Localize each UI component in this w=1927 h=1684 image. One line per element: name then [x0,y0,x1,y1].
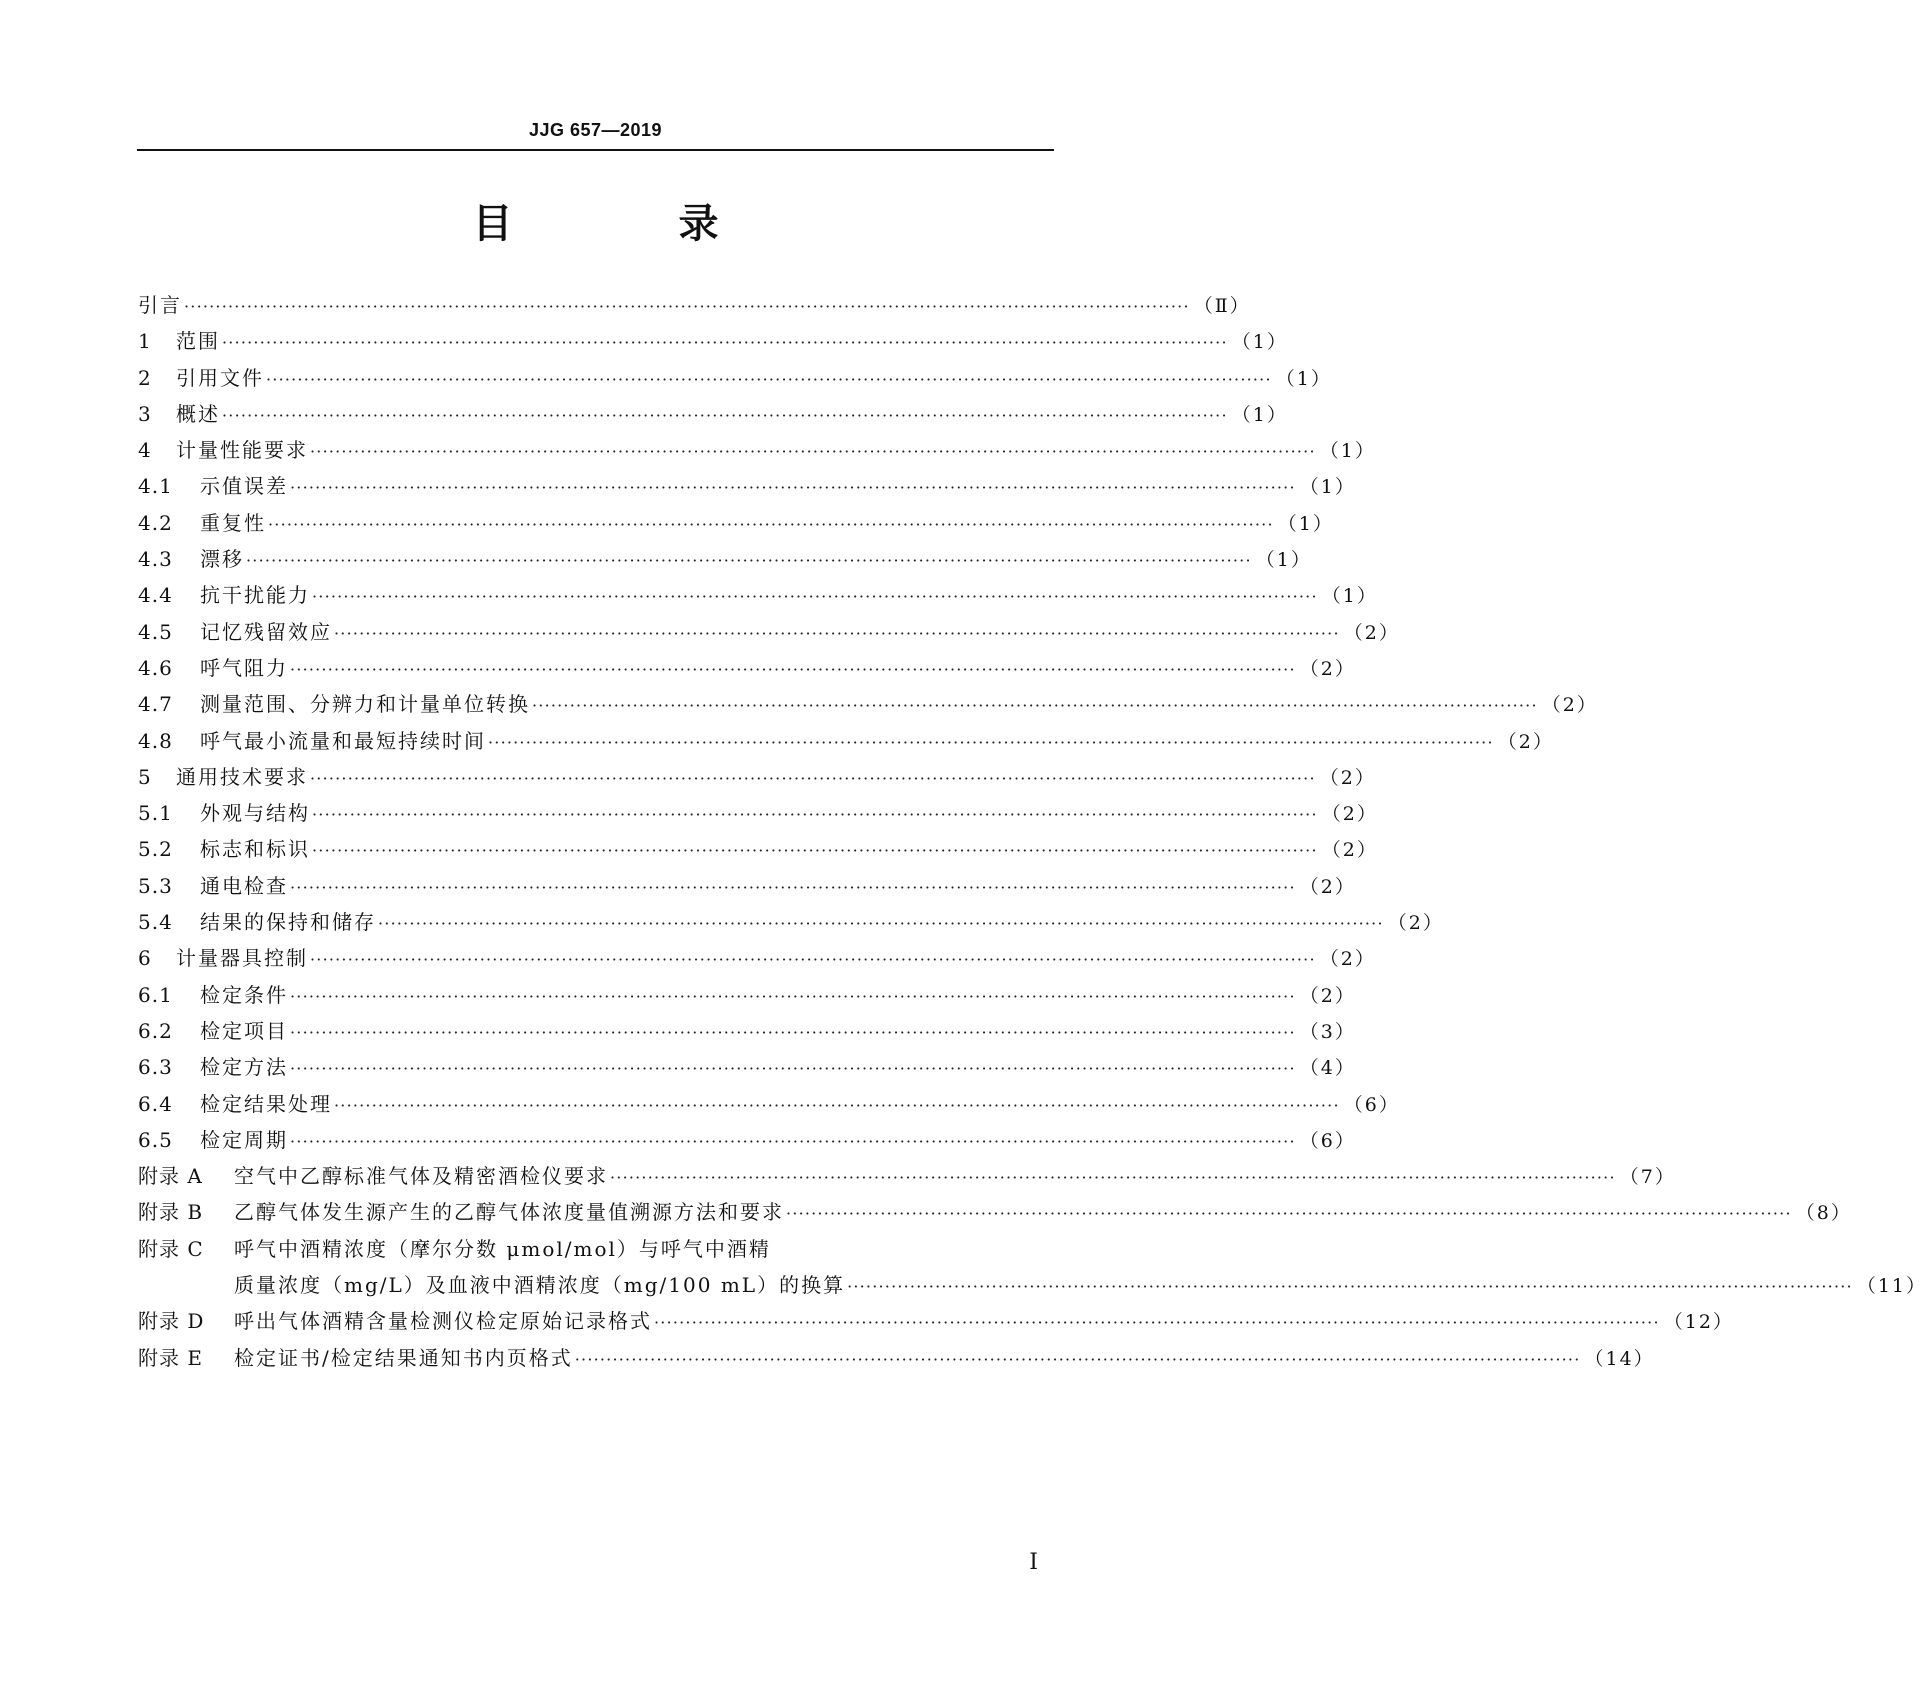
toc-entry[interactable] [138,1158,1676,1194]
toc-entry-label: 重复性 [200,510,266,535]
toc-entry-label: 示值误差 [200,474,288,499]
toc-entry-number: 附录 E [138,1345,203,1370]
running-header: JJG 657—2019 [528,120,663,140]
toc-entry-number: 6 [138,946,152,971]
toc-entry-label: 漂移 [200,547,244,572]
toc-entry-page: （14） [1584,1347,1655,1370]
toc-entry-number: 4.3 [138,547,173,572]
dot-leader: ································································································································································ [246,551,1252,571]
dot-leader: ································································································································································ [290,1022,1296,1042]
dot-leader: ································································································································································ [312,841,1318,861]
toc-entry-page: （2） [1299,657,1356,680]
dot-leader: ································································································································································ [786,1204,1792,1224]
toc-entry-number: 4.5 [138,619,173,644]
toc-entry-page: （3） [1299,1020,1356,1043]
dot-leader: ································································································································································ [184,297,1190,316]
toc-entry-page: （6） [1343,1093,1400,1116]
toc-entry-label: 范围 [176,329,220,354]
toc-entry-page: （2） [1541,694,1598,717]
toc-entry-number: 6.4 [138,1091,173,1116]
toc-entry[interactable] [138,468,1356,504]
toc-entry[interactable] [138,650,1356,686]
toc-entry[interactable] [138,396,1288,432]
toc-entry-number: 4 [138,438,152,463]
dot-leader: ································································································································································ [310,768,1316,788]
toc-entry-page: （1） [1277,512,1334,535]
dot-leader: ································································································································································ [290,877,1296,897]
toc-entry-number: 5 [138,764,152,789]
toc-entry-number: 6.1 [138,982,173,1007]
toc-entry-number: 附录 A [138,1164,203,1189]
toc-entry-number: 4.7 [138,692,173,717]
toc-entry-label: 检定条件 [200,982,288,1007]
dot-leader: ································································································································································ [266,369,1272,389]
toc-entry-page: （6） [1299,1129,1356,1152]
toc-entry-label: 检定方法 [200,1055,288,1080]
toc-entry[interactable] [138,432,1376,468]
toc-entry[interactable] [138,795,1378,831]
toc-entry[interactable] [138,360,1332,396]
toc-entry-label: 检定项目 [200,1018,288,1043]
toc-entry-number: 4.4 [138,583,173,608]
toc-entry-page: （11） [1856,1275,1927,1298]
toc-entry-page: （1） [1299,476,1356,499]
toc-entry-page: （12） [1663,1311,1734,1334]
toc-entry[interactable] [138,1194,1852,1230]
dot-leader: ································································································································································ [310,442,1316,462]
toc-entry[interactable] [138,977,1356,1013]
page-title: 目 录 [472,201,795,247]
toc-entry-label: 空气中乙醇标准气体及精密酒检仪要求 [234,1164,608,1189]
toc-entry-number: 4.1 [138,474,173,499]
toc-entry-label: 检定周期 [200,1127,288,1152]
toc-entry-number: 附录 B [138,1200,204,1225]
toc-entry-label: 质量浓度（mg/L）及血液中酒精浓度（mg/100 mL）的换算 [234,1273,846,1298]
toc-entry-page: （2） [1299,984,1356,1007]
toc-entry-label: 通用技术要求 [176,764,308,789]
toc-entry-number: 2 [138,365,152,390]
dot-leader: ································································································································································ [488,732,1494,752]
toc-entry-number: 附录 C [138,1236,204,1261]
toc-entry[interactable] [138,1267,1927,1303]
toc-entry-label: 检定证书/检定结果通知书内页格式 [234,1345,573,1370]
toc-entry[interactable] [138,1303,1734,1339]
toc-entry[interactable] [138,287,1251,323]
dot-leader: ································································································································································ [312,805,1318,825]
header-rule [137,149,1054,151]
dot-leader: ································································································································································ [532,696,1538,716]
table-of-contents [138,287,1927,1376]
toc-entry-number: 6.5 [138,1127,173,1152]
toc-entry-number: 4.6 [138,655,173,680]
dot-leader: ································································································································································ [268,514,1274,534]
toc-entry-page: （4） [1299,1057,1356,1080]
toc-entry-page: （2） [1321,803,1378,826]
toc-entry-label: 计量性能要求 [176,438,308,463]
toc-entry-label: 引用文件 [176,365,264,390]
toc-entry-label: 概述 [176,401,220,426]
toc-entry-page: （2） [1497,730,1554,753]
dot-leader: ································································································································································ [847,1277,1853,1297]
dot-leader: ································································································································································ [222,405,1228,425]
toc-entry-label: 标志和标识 [200,837,310,862]
toc-entry-page: （2） [1319,948,1376,971]
toc-entry-number: 5.3 [138,873,173,898]
toc-entry-label: 呼出气体酒精含量检测仪检定原始记录格式 [234,1309,652,1334]
dot-leader: ································································································································································ [334,623,1340,643]
toc-entry-page: （2） [1319,766,1376,789]
toc-entry-page: （1） [1275,367,1332,390]
toc-entry[interactable] [138,505,1334,541]
toc-entry-label: 呼气阻力 [200,655,288,680]
toc-entry[interactable] [138,686,1598,722]
toc-entry-page: （2） [1299,875,1356,898]
dot-leader: ································································································································································ [290,1131,1296,1151]
toc-entry[interactable] [138,904,1444,940]
toc-entry-label: 测量范围、分辨力和计量单位转换 [200,692,530,717]
toc-entry[interactable] [138,614,1400,650]
toc-entry-page: （2） [1343,621,1400,644]
toc-entry-page: （2） [1321,839,1378,862]
toc-entry-number: 4.8 [138,728,173,753]
toc-entry-label: 外观与结构 [200,801,310,826]
toc-entry[interactable] [138,831,1378,867]
toc-entry-number: 5.1 [138,801,173,826]
toc-entry[interactable] [138,1122,1356,1158]
dot-leader: ································································································································································ [574,1349,1581,1369]
toc-entry-number: 6.2 [138,1018,173,1043]
toc-entry-number: 6.3 [138,1055,173,1080]
toc-entry-page: （1） [1231,403,1288,426]
toc-entry[interactable] [138,759,1376,795]
dot-leader: ································································································································································ [654,1313,1660,1333]
toc-entry-page: （1） [1319,440,1376,463]
dot-leader: ································································································································································ [610,1168,1616,1188]
dot-leader: ································································································································································ [290,659,1296,679]
toc-entry-page: （1） [1231,331,1288,354]
toc-entry-label: 呼气最小流量和最短持续时间 [200,728,486,753]
page-number: Ⅰ [1029,1550,1038,1575]
toc-entry-page: （7） [1619,1166,1676,1189]
toc-entry-label: 呼气中酒精浓度（摩尔分数 μmol/mol）与呼气中酒精 [234,1236,771,1261]
toc-entry-number: 3 [138,401,152,426]
dot-leader: ································································································································································ [310,950,1316,970]
toc-entry-number: 5.2 [138,837,173,862]
toc-entry[interactable] [138,1013,1356,1049]
toc-entry-label: 结果的保持和储存 [200,910,376,935]
toc-entry-page: （Ⅱ） [1193,295,1251,317]
toc-entry-label: 通电检查 [200,873,288,898]
toc-entry[interactable] [138,1231,1055,1267]
toc-entry-label: 乙醇气体发生源产生的乙醇气体浓度量值溯源方法和要求 [234,1200,784,1225]
toc-entry[interactable] [138,1340,1655,1376]
toc-entry[interactable] [138,868,1356,904]
toc-entry[interactable] [138,577,1378,613]
toc-entry-label: 记忆残留效应 [200,619,332,644]
toc-entry-number: 1 [138,329,152,354]
toc-entry-page: （2） [1387,912,1444,935]
toc-entry[interactable] [138,323,1288,359]
toc-entry[interactable] [138,541,1312,577]
toc-entry-label: 引言 [138,293,182,317]
dot-leader: ································································································································································ [290,478,1296,498]
dot-leader: ································································································································································ [290,986,1296,1006]
toc-entry-number: 5.4 [138,910,173,935]
toc-entry-page: （8） [1795,1202,1852,1225]
toc-entry[interactable] [138,1086,1400,1122]
toc-entry-label: 检定结果处理 [200,1091,332,1116]
toc-entry-label: 抗干扰能力 [200,583,310,608]
dot-leader: ································································································································································ [378,914,1384,934]
dot-leader: ································································································································································ [222,333,1228,353]
toc-entry[interactable] [138,940,1376,976]
dot-leader: ································································································································································ [334,1095,1340,1115]
toc-entry-number: 4.2 [138,510,173,535]
dot-leader: ································································································································································ [312,587,1318,607]
toc-entry[interactable] [138,1049,1356,1085]
dot-leader: ································································································································································ [290,1059,1296,1079]
toc-entry-label: 计量器具控制 [176,946,308,971]
toc-entry[interactable] [138,723,1554,759]
toc-entry-page: （1） [1255,549,1312,572]
toc-entry-number: 附录 D [138,1309,205,1334]
toc-entry-page: （1） [1321,585,1378,608]
